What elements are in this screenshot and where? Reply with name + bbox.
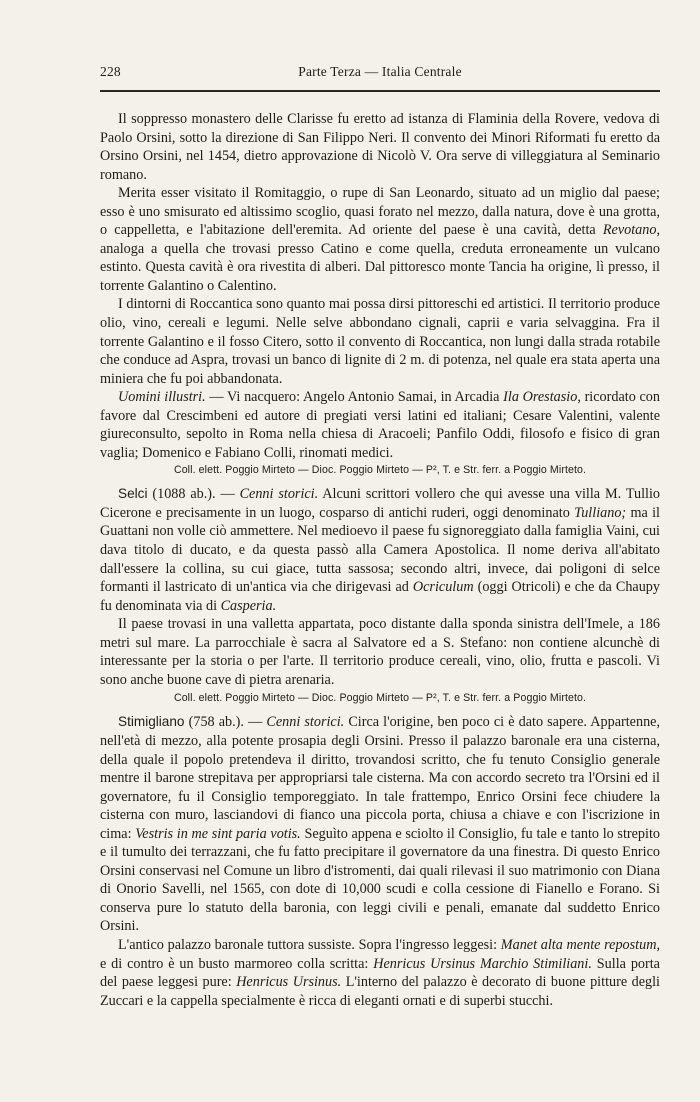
section-lead: Cenni storici. <box>239 486 319 503</box>
italic-term: Revotano <box>602 222 657 239</box>
section-lead: Uomini illustri. <box>118 389 206 406</box>
paragraph <box>100 713 660 936</box>
body-text <box>100 110 660 1010</box>
text: I dintorni di Roccantica sono quanto mai possa dirsi pittoreschi ed artistici. Il territorio produce olio, vino, cereali e legumi. Nelle selve abbondano cignali, caprii e varia selvaggina. Fra il torrente Galantino e il fosso Citero, sotto il convento di Roccantica, non lungi dalla strada rotabile che conduce ad Aspra, trovasi un banco di lignite di 2 m. di potenza, nel quale era stata aperta una miniera che fu poi abbandonata. <box>100 296 660 387</box>
header-rule <box>100 90 660 92</box>
page-number: 228 <box>100 64 121 79</box>
italic-term: Vestris in me sint paria votis. <box>135 825 301 842</box>
text: (oggi Otricoli) e che da Chaupy fu denominata via di <box>100 579 660 614</box>
text: , ricordato con favore dal Crescimbeni ed autore di pregiati versi latini ed italiani; Cesare Valentini, valente giureconsulto, sepolto in Roma nella chiesa di Aracoeli; Panfilo Oddi, filosofo e fisico di gran vaglia; Domenico e Fabiano Colli, rinomati medici. <box>100 389 660 461</box>
paragraph <box>100 615 660 689</box>
text: L'interno del palazzo è decorato di buone pitture degli Zuccari e la cappella specialmente è ricca di eleganti ornati e di superbi stucchi. <box>100 974 660 1009</box>
text: Il soppresso monastero delle Clarisse fu eretto ad istanza di Flaminia della Rovere, vedova di Paolo Orsini, sotto la direzione di San Filippo Neri. Il convento dei Minori Riformati fu eretto da Orsino Orsini, nel 1454, dietro approvazione di Nicolò V. Ora serve di villeggiatura al Seminario romano. <box>100 111 660 183</box>
text: Merita esser visitato il Romitaggio, o rupe di San Leonardo, situato ad un miglio dal paese; esso è uno smisurato ed altissimo scoglio, quasi forato nel mezzo, dalla natura, dove è una grotta, o cappelletta, e l'abitazione dell'eremita. Ad oriente del paese è una cavità, detta <box>100 185 660 239</box>
paragraph <box>100 295 660 388</box>
text: ma il Guattani non volle ciò ammettere. Nel medioevo il paese fu signoreggiato dalla famiglia Vaini, cui dava titolo di ducato, e da questa passò alla Camera Apostolica. Il nome deriva all'abitato dall'essere la collina, su cui giace, tutta sassosa; secondo altri, invece, dai poligoni di selce formanti il lastricato di un'antica via che dirigevasi ad <box>100 504 660 596</box>
paragraph <box>100 388 660 462</box>
paragraph <box>100 485 660 615</box>
italic-term: Manet alta mente repostum, <box>500 936 660 953</box>
text: Seguìto appena e sciolto il Consiglio, fu tale e tanto lo strepito e il tumulto dei terrazzani, che fu fatto precipitare il governatore da una finestra. Di questo Enrico Orsini conservasi nel Comune un libro d'istromenti, dai quali rilevasi il suo matrimonio con Diana di Onorio Savelli, nel 1565, con dote di 10,000 scudi e colla cessione di Fianello e Forano. Si conserva pure lo statuto della baronia, con leggi civili e penali, emanate dal suddetto Enrico Orsini. <box>100 825 660 935</box>
text: e di contro è un busto marmoreo colla scritta: <box>100 955 374 972</box>
running-header <box>100 60 660 82</box>
italic-term: Ocriculum <box>412 579 474 596</box>
text: Il paese trovasi in una valletta appartata, poco distante dalla sponda sinistra dell'Imele, a 186 metri sul mare. La parrocchiale è sacra al Salvatore ed a S. Stefano: non contiene alcunchè di interessante per la storia o per l'arte. Il territorio produce cereali, vino, olio, frutta e pascoli. Vi sono anche buone cave di pietra arenaria. <box>100 616 660 688</box>
italic-term: Ila Orestasio <box>503 389 578 406</box>
text: (758 ab.). — <box>184 714 267 731</box>
text: , analoga a quella che trovasi presso Catino e come quella, creduta erroneamente un vulcano estinto. Questa cavità è ora rivestita di alberi. Dal pittoresco monte Tancia ha origine, lì presso, il torrente Galantino o Calentino. <box>100 222 660 294</box>
electoral-note: Coll. elett. Poggio Mirteto — Dioc. Poggio Mirteto — P², T. e Str. ferr. a Poggio Mirteto. <box>173 692 587 705</box>
running-title: Parte Terza — Italia Centrale <box>298 64 462 79</box>
paragraph <box>100 936 660 1010</box>
italic-term: Casperia. <box>220 597 277 614</box>
entry-heading: Selci <box>118 486 148 502</box>
text: Sulla porta del paese leggesi pure: <box>100 955 660 991</box>
text: L'antico palazzo baronale tuttora sussiste. Sopra l'ingresso leggesi: <box>118 936 501 953</box>
electoral-note: Coll. elett. Poggio Mirteto — Dioc. Poggio Mirteto — P², T. e Str. ferr. a Poggio Mirteto. <box>173 464 587 477</box>
text: (1088 ab.). — <box>147 486 240 503</box>
italic-term: Tulliano; <box>574 504 627 521</box>
entry-heading: Stimigliano <box>118 714 185 730</box>
paragraph <box>100 110 660 184</box>
text: Circa l'origine, ben poco ci è dato sapere. Appartenne, nell'età di mezzo, alla potente prosapia degli Orsini. Presso il palazzo baronale era una cisterna, della quale il popolo pretendeva il diritto, trovandosi scritto, che fu tenuto Consiglio generale mentre il barone strepitava per appropriarsi tale cisterna. Ma con accordo secreto tra l'Orsini ed il governatore, fu il Consiglio temporeggiato. In tale frattempo, Enrico Orsini fece chiudere la cisterna con muro, lasciandovi di fianco una piccola porta, chiusa a chiave e con l'iscrizione in cima: <box>100 714 661 842</box>
text: — Vi nacquero: Angelo Antonio Samai, in Arcadia <box>205 389 504 406</box>
book-page <box>100 60 660 1010</box>
section-lead: Cenni storici. <box>266 714 345 731</box>
italic-term: Henricus Ursinus Marchio Stimiliani. <box>373 955 592 972</box>
paragraph <box>100 184 660 295</box>
italic-term: Henricus Ursinus. <box>236 974 342 991</box>
text: Alcuni scrittori vollero che qui avesse una villa M. Tullio Cicerone e precisamente in un luogo, cosparso di antichi ruderi, oggi denominato <box>100 486 660 521</box>
